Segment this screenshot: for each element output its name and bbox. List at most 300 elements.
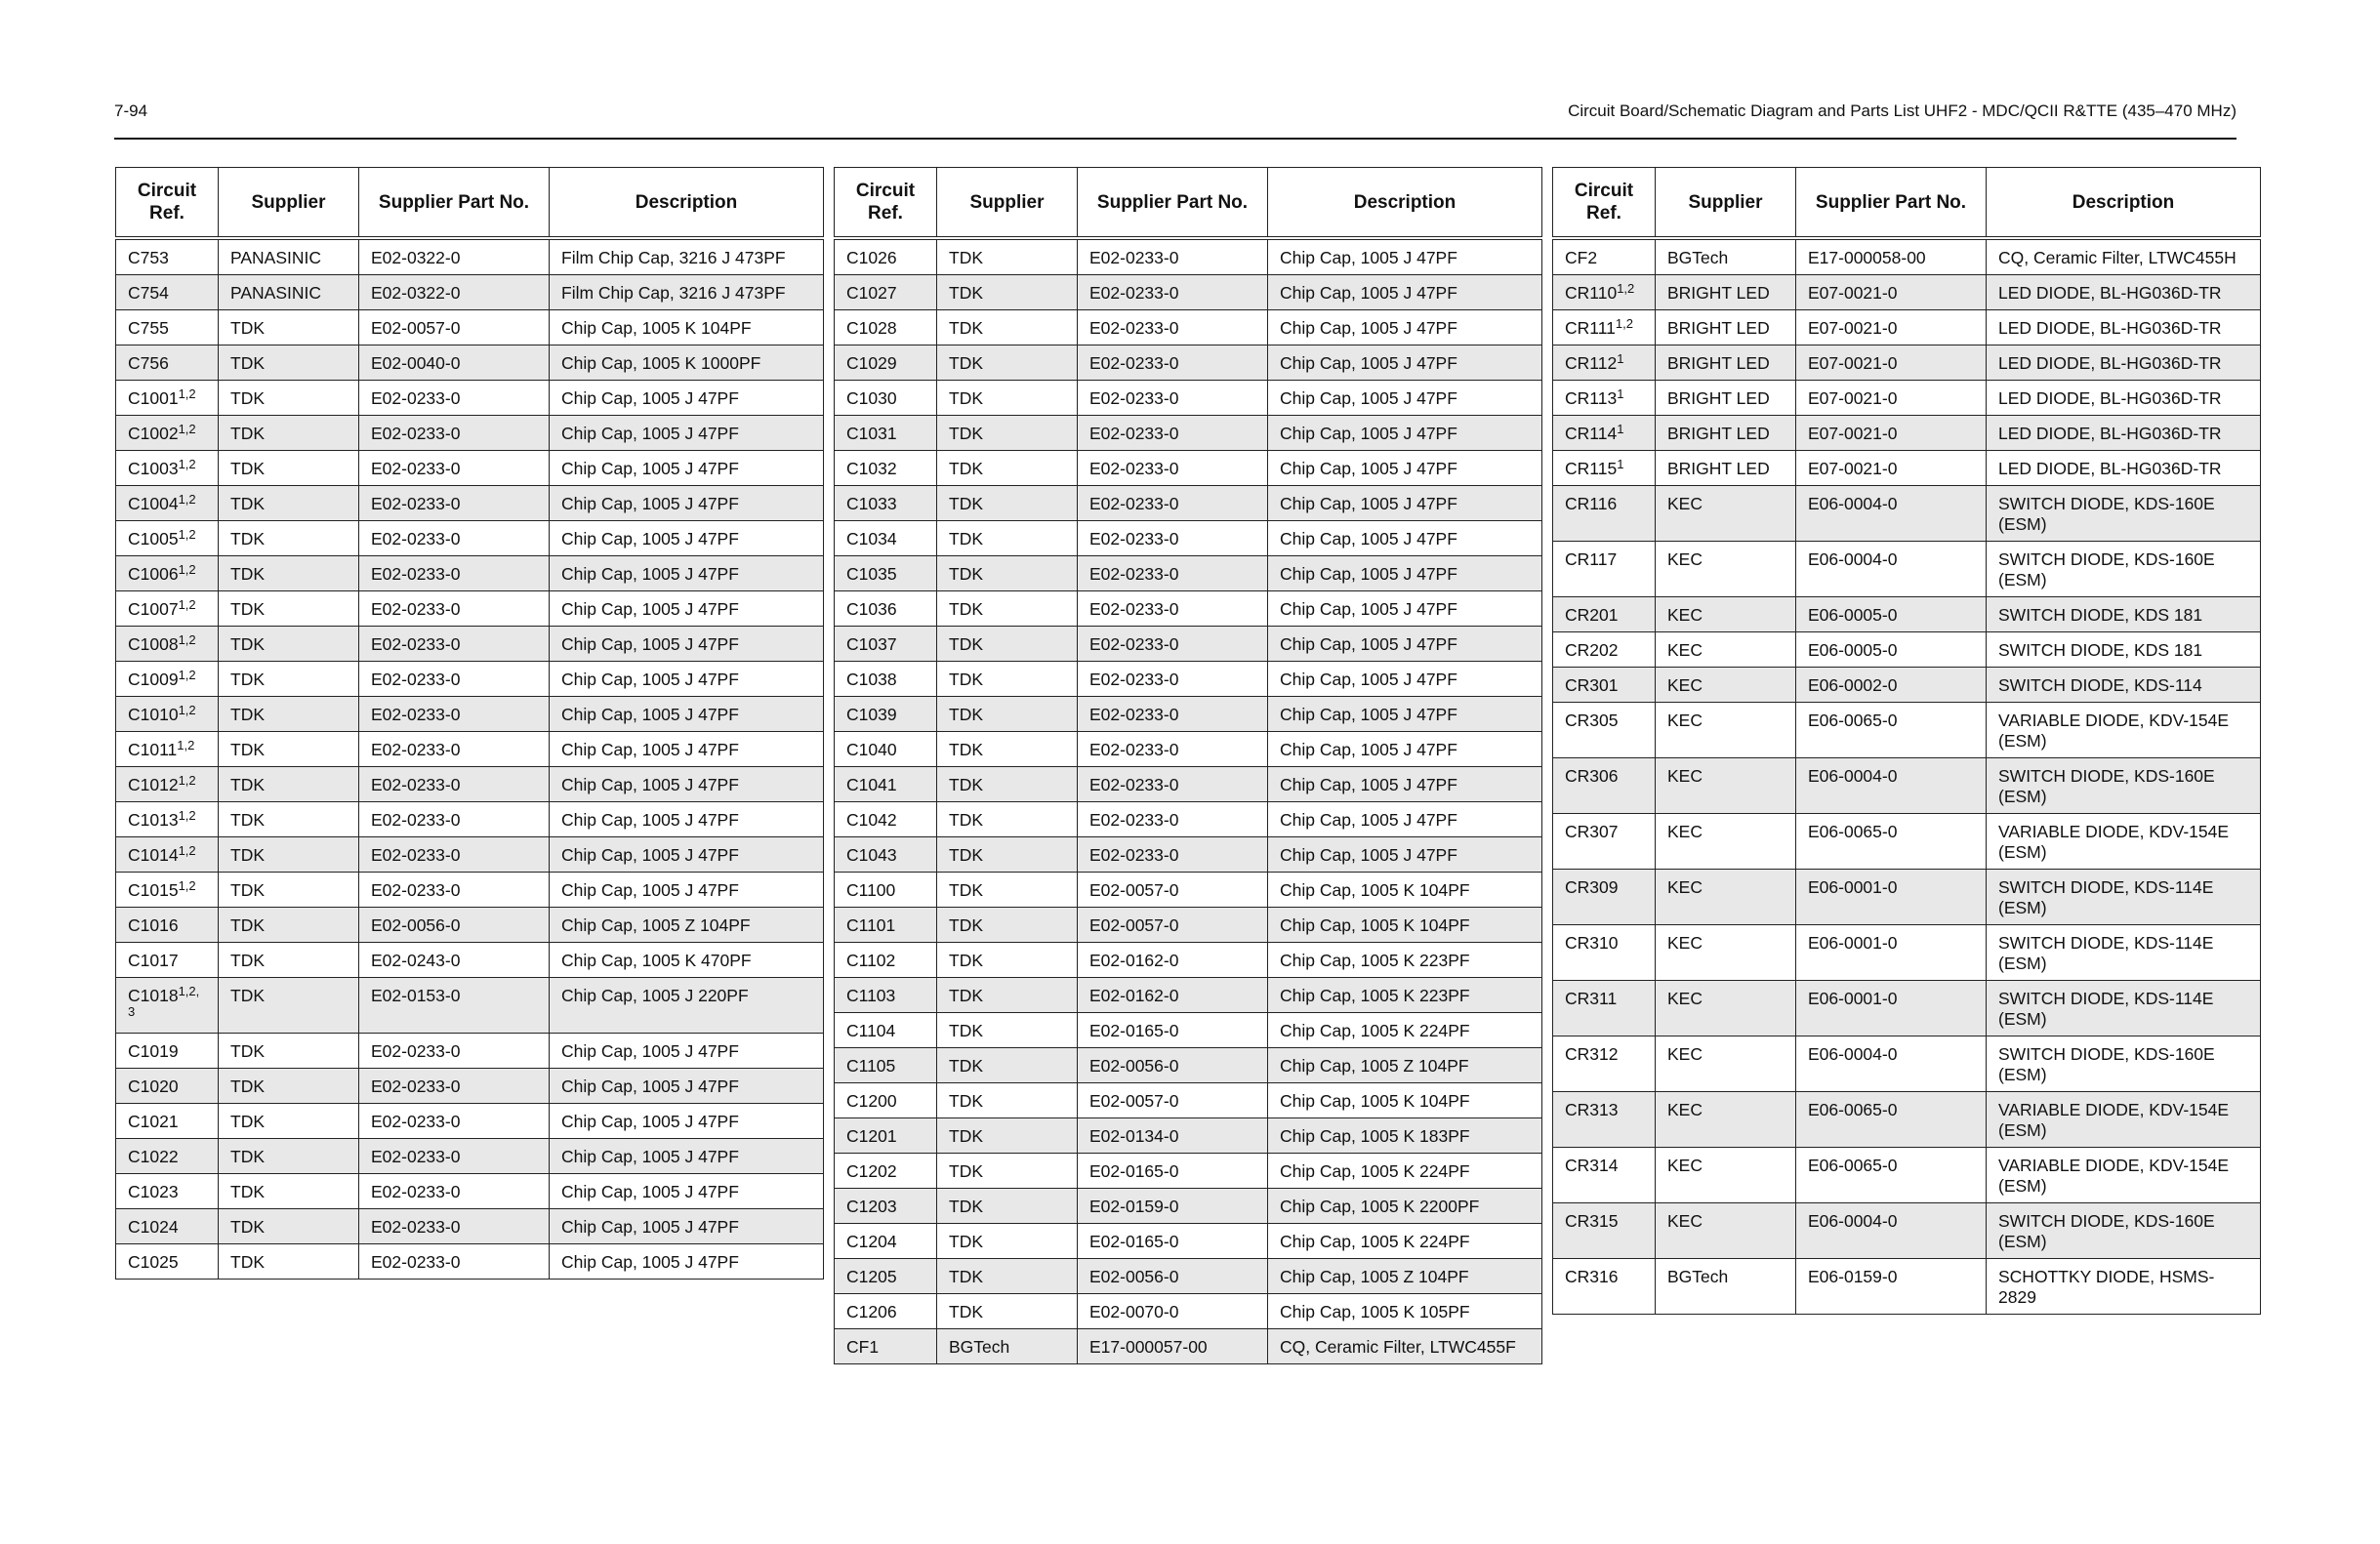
cell-circuit-ref (116, 238, 219, 275)
cell-supplier: TDK (937, 978, 1078, 1013)
circuit-ref-footnote: 1,2 (178, 386, 196, 401)
circuit-ref-text: C1040 (846, 740, 897, 759)
cell-circuit-ref (116, 275, 219, 310)
table-row (116, 662, 824, 697)
cell-circuit-ref (116, 556, 219, 591)
cell-supplier-part-no: E02-0233-0 (1078, 627, 1268, 662)
cell-description: Chip Cap, 1005 J 47PF (1268, 556, 1542, 591)
cell-circuit-ref (1553, 1203, 1656, 1259)
cell-supplier-part-no: E02-0233-0 (1078, 591, 1268, 627)
cell-circuit-ref (1553, 814, 1656, 870)
col-header-circuit-ref: Circuit Ref. (116, 168, 219, 239)
cell-supplier-part-no: E02-0233-0 (359, 732, 550, 767)
cell-supplier-part-no: E06-0002-0 (1796, 668, 1987, 703)
circuit-ref-text: CR115 (1565, 459, 1618, 478)
table-row (1553, 703, 2261, 758)
cell-circuit-ref (116, 486, 219, 521)
cell-supplier: KEC (1656, 632, 1796, 668)
circuit-ref-text: C1006 (128, 564, 179, 584)
cell-supplier: TDK (937, 310, 1078, 345)
table-row (1553, 486, 2261, 542)
cell-circuit-ref (116, 1104, 219, 1139)
cell-description: Chip Cap, 1005 J 47PF (550, 1104, 824, 1139)
circuit-ref-footnote: 1,2 (178, 632, 196, 647)
cell-circuit-ref (116, 837, 219, 873)
table-row (1553, 1259, 2261, 1315)
cell-circuit-ref (1553, 345, 1656, 381)
cell-description: Chip Cap, 1005 J 47PF (550, 486, 824, 521)
cell-supplier: TDK (219, 451, 359, 486)
table-row (116, 1139, 824, 1174)
table-row (835, 1329, 1542, 1364)
table-row (116, 1034, 824, 1069)
circuit-ref-text: CR113 (1565, 388, 1618, 408)
circuit-ref-footnote: 1 (1617, 351, 1624, 366)
cell-supplier: TDK (219, 345, 359, 381)
cell-supplier-part-no: E02-0153-0 (359, 978, 550, 1034)
cell-description: Chip Cap, 1005 J 47PF (1268, 238, 1542, 275)
cell-description: Film Chip Cap, 3216 J 473PF (550, 238, 824, 275)
circuit-ref-text: C1100 (846, 880, 896, 900)
cell-circuit-ref (116, 1174, 219, 1209)
cell-supplier: KEC (1656, 758, 1796, 814)
circuit-ref-footnote: 1,2 (1617, 281, 1635, 296)
cell-circuit-ref (1553, 758, 1656, 814)
cell-description: Chip Cap, 1005 Z 104PF (1268, 1048, 1542, 1083)
circuit-ref-footnote: 1,2 (178, 808, 196, 823)
cell-supplier-part-no: E02-0233-0 (1078, 416, 1268, 451)
circuit-ref-text: C1015 (128, 880, 179, 900)
circuit-ref-text: C1203 (846, 1197, 897, 1216)
cell-supplier: KEC (1656, 542, 1796, 597)
cell-supplier-part-no: E07-0021-0 (1796, 381, 1987, 416)
table-row (835, 802, 1542, 837)
cell-supplier: KEC (1656, 981, 1796, 1036)
circuit-ref-text: CR116 (1565, 494, 1618, 513)
circuit-ref-text: C1042 (846, 810, 897, 830)
cell-supplier: TDK (219, 591, 359, 627)
circuit-ref-text: CR313 (1565, 1100, 1619, 1119)
cell-description: Chip Cap, 1005 J 47PF (1268, 767, 1542, 802)
cell-circuit-ref (835, 1154, 937, 1189)
cell-supplier-part-no: E07-0021-0 (1796, 345, 1987, 381)
circuit-ref-text: CF1 (846, 1337, 880, 1357)
cell-circuit-ref (1553, 870, 1656, 925)
cell-supplier: TDK (219, 1139, 359, 1174)
cell-supplier: TDK (219, 1069, 359, 1104)
table-row (116, 486, 824, 521)
cell-supplier: TDK (219, 767, 359, 802)
cell-circuit-ref (835, 1329, 937, 1364)
table-row (116, 310, 824, 345)
circuit-ref-text: CR314 (1565, 1156, 1619, 1175)
circuit-ref-text: C753 (128, 248, 169, 267)
cell-supplier: TDK (219, 310, 359, 345)
table-row (835, 556, 1542, 591)
cell-supplier-part-no: E02-0233-0 (1078, 662, 1268, 697)
cell-description: LED DIODE, BL-HG036D-TR (1987, 345, 2261, 381)
circuit-ref-text: C1019 (128, 1041, 179, 1061)
cell-circuit-ref (116, 908, 219, 943)
circuit-ref-text: CR117 (1565, 549, 1618, 569)
table-row (116, 732, 824, 767)
cell-supplier: BRIGHT LED (1656, 381, 1796, 416)
cell-description: Film Chip Cap, 3216 J 473PF (550, 275, 824, 310)
cell-description: Chip Cap, 1005 J 47PF (550, 1244, 824, 1280)
cell-circuit-ref (835, 451, 937, 486)
cell-description: Chip Cap, 1005 J 47PF (1268, 275, 1542, 310)
cell-supplier: TDK (219, 802, 359, 837)
cell-supplier-part-no: E02-0233-0 (359, 662, 550, 697)
cell-circuit-ref (116, 591, 219, 627)
circuit-ref-footnote: 1,2 (178, 492, 196, 507)
circuit-ref-text: C1206 (846, 1302, 897, 1321)
cell-description: SWITCH DIODE, KDS-160E (ESM) (1987, 1036, 2261, 1092)
cell-description: Chip Cap, 1005 K 224PF (1268, 1224, 1542, 1259)
circuit-ref-footnote: 1,2 (178, 773, 196, 788)
circuit-ref-text: C756 (128, 353, 169, 373)
circuit-ref-text: C1102 (846, 951, 896, 970)
cell-supplier-part-no: E02-0233-0 (359, 1244, 550, 1280)
cell-supplier-part-no: E02-0233-0 (359, 1069, 550, 1104)
cell-supplier: TDK (937, 837, 1078, 873)
cell-circuit-ref (1553, 275, 1656, 310)
cell-supplier: PANASINIC (219, 238, 359, 275)
cell-circuit-ref (835, 802, 937, 837)
cell-circuit-ref (1553, 1036, 1656, 1092)
table-row (835, 1294, 1542, 1329)
circuit-ref-text: C1004 (128, 494, 179, 513)
table-row (1553, 381, 2261, 416)
cell-circuit-ref (1553, 451, 1656, 486)
cell-circuit-ref (835, 627, 937, 662)
cell-supplier-part-no: E02-0233-0 (1078, 345, 1268, 381)
cell-supplier: TDK (219, 978, 359, 1034)
circuit-ref-text: C1010 (128, 705, 179, 724)
cell-supplier-part-no: E02-0056-0 (1078, 1259, 1268, 1294)
cell-circuit-ref (835, 837, 937, 873)
cell-supplier-part-no: E02-0233-0 (359, 873, 550, 908)
cell-supplier: TDK (937, 275, 1078, 310)
circuit-ref-footnote: 1,2 (1615, 316, 1633, 331)
cell-supplier-part-no: E02-0165-0 (1078, 1013, 1268, 1048)
circuit-ref-text: C1014 (128, 845, 179, 865)
circuit-ref-text: CR306 (1565, 766, 1619, 786)
table-row (835, 627, 1542, 662)
table-row (835, 1048, 1542, 1083)
circuit-ref-text: C1021 (128, 1112, 179, 1131)
col-header-supplier: Supplier (1656, 168, 1796, 239)
cell-supplier: TDK (937, 943, 1078, 978)
circuit-ref-text: CR301 (1565, 675, 1619, 695)
circuit-ref-text: C1003 (128, 459, 179, 478)
table-row (116, 451, 824, 486)
cell-supplier: BGTech (937, 1329, 1078, 1364)
table-row (835, 943, 1542, 978)
circuit-ref-text: CR201 (1565, 605, 1619, 625)
table-row (1553, 416, 2261, 451)
cell-description: Chip Cap, 1005 Z 104PF (1268, 1259, 1542, 1294)
cell-supplier-part-no: E07-0021-0 (1796, 416, 1987, 451)
cell-description: LED DIODE, BL-HG036D-TR (1987, 275, 2261, 310)
cell-circuit-ref (835, 978, 937, 1013)
cell-supplier-part-no: E02-0233-0 (359, 767, 550, 802)
cell-circuit-ref (1553, 416, 1656, 451)
cell-description: Chip Cap, 1005 J 47PF (1268, 732, 1542, 767)
circuit-ref-text: C1029 (846, 353, 897, 373)
circuit-ref-text: C1201 (846, 1126, 897, 1146)
circuit-ref-footnote: 1,2 (178, 527, 196, 542)
cell-supplier: TDK (937, 1224, 1078, 1259)
table-row (1553, 632, 2261, 668)
cell-supplier-part-no: E06-0065-0 (1796, 703, 1987, 758)
circuit-ref-text: C1023 (128, 1182, 179, 1201)
table-row (835, 275, 1542, 310)
cell-circuit-ref (835, 591, 937, 627)
table-row (835, 416, 1542, 451)
table-row (835, 662, 1542, 697)
circuit-ref-text: CR310 (1565, 933, 1619, 953)
cell-supplier-part-no: E02-0233-0 (359, 591, 550, 627)
cell-supplier: TDK (219, 556, 359, 591)
cell-description: VARIABLE DIODE, KDV-154E (ESM) (1987, 1148, 2261, 1203)
cell-supplier-part-no: E06-0065-0 (1796, 1092, 1987, 1148)
table-row (835, 310, 1542, 345)
table-row (1553, 1148, 2261, 1203)
table-row (116, 1244, 824, 1280)
cell-supplier-part-no: E02-0165-0 (1078, 1154, 1268, 1189)
cell-supplier: TDK (219, 486, 359, 521)
cell-circuit-ref (835, 1048, 937, 1083)
cell-supplier-part-no: E06-0004-0 (1796, 486, 1987, 542)
cell-supplier-part-no: E06-0001-0 (1796, 981, 1987, 1036)
table-row (835, 978, 1542, 1013)
circuit-ref-text: CR110 (1565, 283, 1618, 303)
table-row (835, 345, 1542, 381)
cell-supplier-part-no: E02-0057-0 (1078, 908, 1268, 943)
cell-supplier: BGTech (1656, 238, 1796, 275)
table-row (835, 1013, 1542, 1048)
cell-supplier-part-no: E06-0065-0 (1796, 1148, 1987, 1203)
table-row (835, 837, 1542, 873)
cell-circuit-ref (835, 873, 937, 908)
cell-supplier: TDK (219, 1104, 359, 1139)
cell-circuit-ref (116, 873, 219, 908)
cell-circuit-ref (1553, 381, 1656, 416)
circuit-ref-text: C1009 (128, 670, 179, 689)
cell-supplier-part-no: E02-0233-0 (1078, 767, 1268, 802)
cell-circuit-ref (116, 1139, 219, 1174)
circuit-ref-text: C1043 (846, 845, 897, 865)
cell-circuit-ref (116, 767, 219, 802)
table-row (116, 697, 824, 732)
circuit-ref-text: C1016 (128, 915, 179, 935)
circuit-ref-text: CR114 (1565, 424, 1618, 443)
cell-description: Chip Cap, 1005 J 47PF (550, 873, 824, 908)
circuit-ref-footnote: 1,2 (178, 597, 196, 612)
cell-supplier-part-no: E02-0159-0 (1078, 1189, 1268, 1224)
cell-supplier: BRIGHT LED (1656, 416, 1796, 451)
cell-description: Chip Cap, 1005 J 47PF (1268, 591, 1542, 627)
circuit-ref-text: C1030 (846, 388, 897, 408)
table-row (1553, 814, 2261, 870)
cell-supplier: TDK (937, 381, 1078, 416)
table-row (116, 1209, 824, 1244)
cell-supplier: TDK (937, 662, 1078, 697)
table-row (116, 238, 824, 275)
cell-description: Chip Cap, 1005 K 470PF (550, 943, 824, 978)
cell-supplier-part-no: E02-0056-0 (1078, 1048, 1268, 1083)
cell-description: Chip Cap, 1005 J 47PF (1268, 416, 1542, 451)
cell-supplier-part-no: E06-0159-0 (1796, 1259, 1987, 1315)
cell-supplier-part-no: E02-0322-0 (359, 275, 550, 310)
cell-circuit-ref (116, 1034, 219, 1069)
circuit-ref-text: C1013 (128, 810, 179, 830)
cell-supplier-part-no: E02-0134-0 (1078, 1118, 1268, 1154)
cell-supplier: TDK (937, 873, 1078, 908)
cell-circuit-ref (835, 1083, 937, 1118)
circuit-ref-text: CR202 (1565, 640, 1619, 660)
cell-supplier: TDK (219, 837, 359, 873)
cell-supplier: TDK (937, 1154, 1078, 1189)
cell-supplier: TDK (937, 486, 1078, 521)
cell-supplier-part-no: E02-0233-0 (359, 1209, 550, 1244)
circuit-ref-text: C1036 (846, 599, 897, 619)
circuit-ref-text: C1022 (128, 1147, 179, 1166)
cell-supplier-part-no: E02-0322-0 (359, 238, 550, 275)
cell-supplier: TDK (219, 1244, 359, 1280)
circuit-ref-text: C1104 (846, 1021, 896, 1040)
col-header-circuit-ref: Circuit Ref. (835, 168, 937, 239)
cell-description: Chip Cap, 1005 K 104PF (1268, 1083, 1542, 1118)
table-row (116, 556, 824, 591)
header-rule (114, 138, 2236, 140)
table-row (835, 1189, 1542, 1224)
cell-description: Chip Cap, 1005 J 47PF (550, 697, 824, 732)
circuit-ref-text: CR307 (1565, 822, 1619, 841)
circuit-ref-footnote: 1 (1617, 422, 1624, 436)
cell-description: CQ, Ceramic Filter, LTWC455F (1268, 1329, 1542, 1364)
cell-description: Chip Cap, 1005 K 183PF (1268, 1118, 1542, 1154)
cell-description: Chip Cap, 1005 J 47PF (1268, 310, 1542, 345)
cell-supplier-part-no: E02-0233-0 (1078, 732, 1268, 767)
cell-supplier-part-no: E17-000057-00 (1078, 1329, 1268, 1364)
circuit-ref-text: C1032 (846, 459, 897, 478)
cell-circuit-ref (835, 732, 937, 767)
cell-circuit-ref (835, 310, 937, 345)
cell-circuit-ref (835, 275, 937, 310)
cell-circuit-ref (1553, 632, 1656, 668)
cell-circuit-ref (835, 1294, 937, 1329)
table-row (1553, 870, 2261, 925)
cell-circuit-ref (835, 416, 937, 451)
circuit-ref-text: CR112 (1565, 353, 1618, 373)
cell-description: Chip Cap, 1005 J 47PF (550, 802, 824, 837)
cell-circuit-ref (835, 662, 937, 697)
circuit-ref-text: C1101 (846, 915, 896, 935)
table-row (1553, 1036, 2261, 1092)
table-row (1553, 451, 2261, 486)
cell-description: SWITCH DIODE, KDS 181 (1987, 632, 2261, 668)
cell-supplier: TDK (219, 521, 359, 556)
cell-supplier-part-no: E02-0243-0 (359, 943, 550, 978)
cell-supplier: KEC (1656, 870, 1796, 925)
cell-supplier-part-no: E02-0233-0 (1078, 275, 1268, 310)
cell-supplier: TDK (937, 627, 1078, 662)
cell-supplier: BRIGHT LED (1656, 451, 1796, 486)
col-header-supplier: Supplier (937, 168, 1078, 239)
cell-circuit-ref (1553, 703, 1656, 758)
cell-supplier: TDK (937, 802, 1078, 837)
circuit-ref-text: C1041 (846, 775, 897, 794)
cell-description: SWITCH DIODE, KDS-160E (ESM) (1987, 1203, 2261, 1259)
cell-supplier: TDK (937, 1294, 1078, 1329)
circuit-ref-text: C1103 (846, 986, 896, 1005)
circuit-ref-text: C1026 (846, 248, 897, 267)
cell-description: Chip Cap, 1005 J 47PF (1268, 381, 1542, 416)
cell-description: Chip Cap, 1005 J 47PF (550, 1139, 824, 1174)
table-row (835, 1259, 1542, 1294)
cell-circuit-ref (1553, 925, 1656, 981)
cell-supplier-part-no: E02-0057-0 (1078, 1083, 1268, 1118)
col-header-description: Description (1987, 168, 2261, 239)
circuit-ref-text: C1028 (846, 318, 897, 338)
circuit-ref-text: C755 (128, 318, 169, 338)
cell-circuit-ref (116, 1069, 219, 1104)
cell-supplier: TDK (937, 697, 1078, 732)
cell-description: LED DIODE, BL-HG036D-TR (1987, 451, 2261, 486)
table-row (116, 978, 824, 1034)
circuit-ref-text: C1039 (846, 705, 897, 724)
cell-supplier: TDK (937, 1083, 1078, 1118)
cell-supplier-part-no: E06-0001-0 (1796, 925, 1987, 981)
cell-supplier-part-no: E02-0040-0 (359, 345, 550, 381)
cell-description: Chip Cap, 1005 J 47PF (550, 451, 824, 486)
table-row (116, 1104, 824, 1139)
cell-supplier-part-no: E02-0162-0 (1078, 978, 1268, 1013)
col-header-supplier: Supplier (219, 168, 359, 239)
cell-circuit-ref (116, 1244, 219, 1280)
cell-circuit-ref (835, 1224, 937, 1259)
cell-supplier-part-no: E06-0004-0 (1796, 1203, 1987, 1259)
circuit-ref-footnote: 1,2, 3 (128, 984, 200, 1019)
table-row (116, 345, 824, 381)
cell-supplier-part-no: E02-0165-0 (1078, 1224, 1268, 1259)
cell-supplier: TDK (937, 556, 1078, 591)
cell-supplier-part-no: E02-0233-0 (359, 1104, 550, 1139)
cell-circuit-ref (116, 521, 219, 556)
table-row (1553, 981, 2261, 1036)
cell-supplier-part-no: E02-0233-0 (359, 802, 550, 837)
circuit-ref-text: C1005 (128, 529, 179, 549)
table-row (1553, 668, 2261, 703)
cell-supplier-part-no: E02-0233-0 (359, 486, 550, 521)
cell-supplier: TDK (219, 416, 359, 451)
cell-supplier: TDK (219, 381, 359, 416)
cell-description: Chip Cap, 1005 J 47PF (550, 767, 824, 802)
cell-description: Chip Cap, 1005 J 47PF (1268, 662, 1542, 697)
cell-description: Chip Cap, 1005 J 47PF (1268, 837, 1542, 873)
table-row (835, 873, 1542, 908)
cell-circuit-ref (835, 1118, 937, 1154)
cell-supplier: TDK (937, 345, 1078, 381)
circuit-ref-text: C1035 (846, 564, 897, 584)
cell-circuit-ref (116, 662, 219, 697)
cell-supplier: TDK (219, 1174, 359, 1209)
cell-supplier: BRIGHT LED (1656, 310, 1796, 345)
cell-supplier: TDK (219, 627, 359, 662)
cell-supplier-part-no: E07-0021-0 (1796, 275, 1987, 310)
